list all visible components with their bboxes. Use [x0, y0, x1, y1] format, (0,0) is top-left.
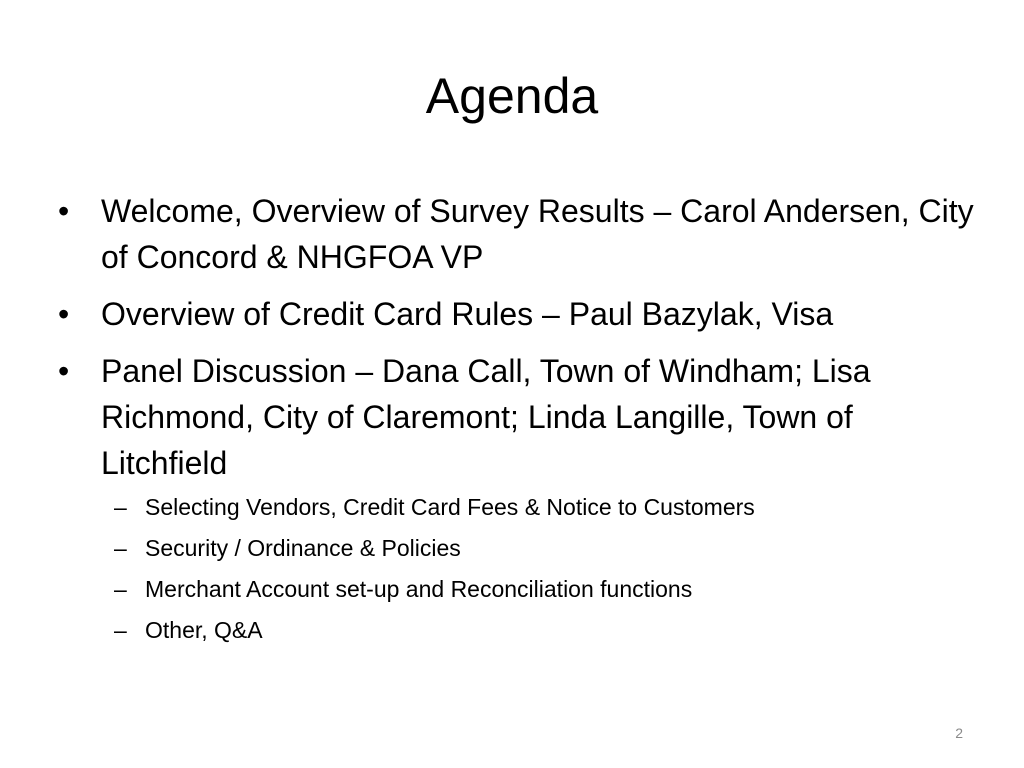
agenda-subitem-text: Merchant Account set-up and Reconciliation functions	[145, 576, 693, 602]
agenda-subitems	[58, 491, 978, 646]
agenda-subitems-container	[58, 494, 978, 652]
dash-glyph: –	[114, 494, 127, 520]
bullet-glyph: •	[58, 296, 70, 332]
agenda-list	[58, 188, 978, 661]
agenda-item-text: Panel Discussion – Dana Call, Town of Windham; Lisa Richmond, City of Claremont; Linda Langille, Town of Litchfield	[101, 353, 871, 481]
agenda-subitem	[58, 573, 978, 605]
agenda-item	[58, 188, 978, 280]
agenda-subitem-text: Selecting Vendors, Credit Card Fees & Notice to Customers	[145, 494, 755, 520]
agenda-subitem	[58, 532, 978, 564]
dash-glyph: –	[114, 617, 127, 643]
agenda-item	[58, 348, 978, 486]
agenda-subitem-text: Other, Q&A	[145, 617, 263, 643]
agenda-item	[58, 291, 978, 337]
agenda-subitem-text: Security / Ordinance & Policies	[145, 535, 461, 561]
slide-title: Agenda	[425, 68, 599, 124]
agenda-subitem	[58, 491, 978, 523]
agenda-subitem	[58, 614, 978, 646]
page-number: 2	[955, 725, 963, 741]
agenda-item-text: Welcome, Overview of Survey Results – Carol Andersen, City of Concord & NHGFOA VP	[101, 193, 974, 275]
bullet-glyph: •	[58, 193, 70, 229]
dash-glyph: –	[114, 576, 127, 602]
bullet-glyph: •	[58, 353, 70, 389]
dash-glyph: –	[114, 535, 127, 561]
agenda-item-text: Overview of Credit Card Rules – Paul Bazylak, Visa	[101, 296, 834, 332]
